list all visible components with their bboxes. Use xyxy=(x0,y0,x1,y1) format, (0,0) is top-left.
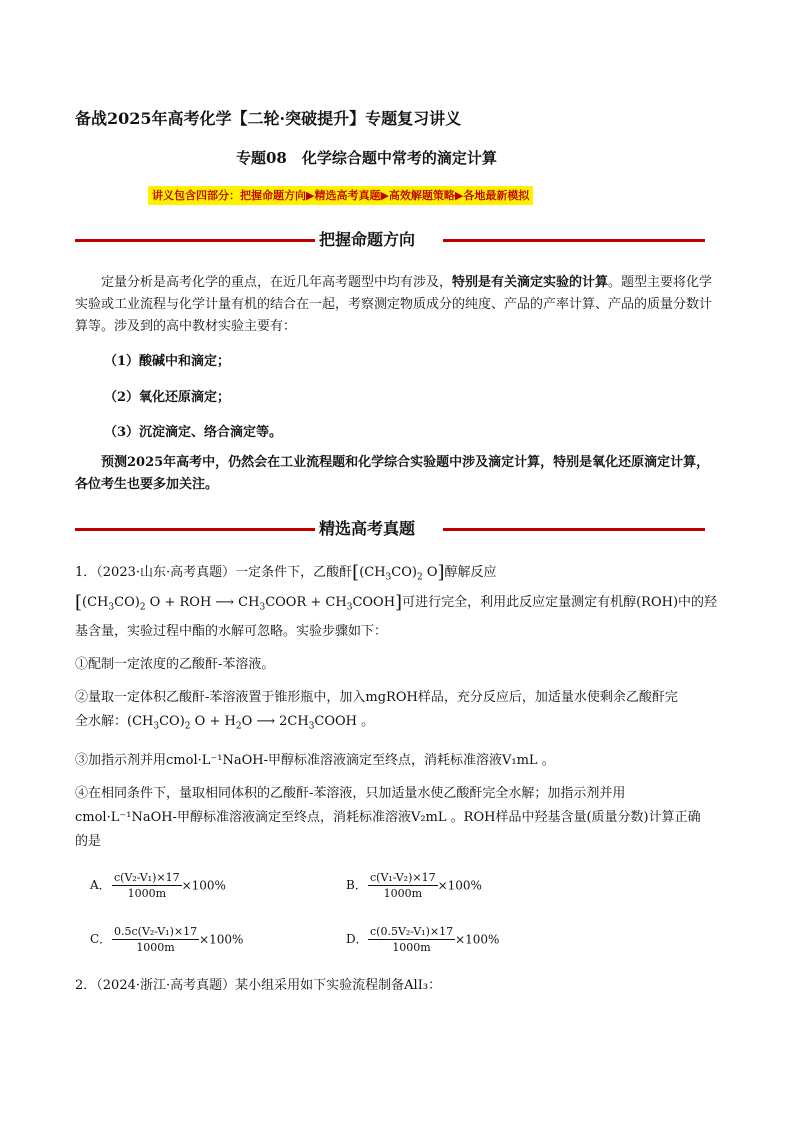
step-text: 全水解： xyxy=(75,714,128,729)
option-tail: ×100% xyxy=(181,878,226,893)
formula-roh: (ROH) xyxy=(636,595,679,610)
list-item: （1）酸碱中和滴定； xyxy=(104,354,231,369)
option-a[interactable] xyxy=(90,870,226,901)
option-letter: A． xyxy=(90,878,111,892)
step-text: ②量取一定体积乙酸酐-苯溶液置于锥形瓶中，加入 xyxy=(75,690,366,705)
fraction-numerator: 0.5c(V₂-V₁)×17 xyxy=(114,925,198,938)
step-4-line-1: ④在相同条件下，量取相同体积的乙酸酐-苯溶液，只加适量水使乙酸酐完全水解；加指示剂并用 xyxy=(75,786,626,801)
list-item: （3）沉淀滴定、络合滴定等。 xyxy=(104,425,283,440)
question-1-line-1 xyxy=(75,563,497,588)
formula-ali3: AlI₃ xyxy=(404,978,429,993)
step-text: 样品，充分反应后，加适量水使剩余乙酸酐完 xyxy=(417,690,678,705)
option-fraction xyxy=(112,870,182,901)
question-number: 1． xyxy=(75,565,97,580)
step-text: ③加指示剂并用 xyxy=(75,753,167,768)
section-title: 把握命题方向 xyxy=(319,230,416,249)
question-text: 某小组采用如下实验流程制备 xyxy=(235,978,405,993)
option-tail: ×100% xyxy=(199,932,244,947)
intro-text-c: 。题型主要将化学实验或工业流程与化学计量有机的结合在一起，考察测定物质成分的纯度、产品的产率计算、产品的质量分数计算等。涉及到的高中教材实验主要有： xyxy=(75,275,713,334)
question-text: 中的羟 xyxy=(678,595,718,610)
section-rule-left xyxy=(75,239,315,242)
option-b[interactable] xyxy=(346,870,482,901)
section-title: 精选高考真题 xyxy=(319,519,416,538)
section-header-direction xyxy=(75,229,705,251)
outline-banner: 讲义包含四部分：把握命题方向▶精选高考真题▶高效解题策略▶各地最新模拟 xyxy=(148,186,533,205)
option-fraction xyxy=(112,924,199,955)
step-text: NaOH-甲醇标准溶液滴定至终点，消耗标准溶液 xyxy=(131,810,411,825)
option-tail: ×100% xyxy=(455,932,500,947)
fraction-numerator: c(V₂-V₁)×17 xyxy=(114,871,180,884)
step-3: ③加指示剂并用cmol·L⁻¹NaOH-甲醇标准溶液滴定至终点，消耗标准溶液V₁mL 。 xyxy=(75,753,555,768)
option-letter: C． xyxy=(90,932,112,946)
intro-text-a: 定量分析是高考化学的重点，在近几年高考题型中均有涉及， xyxy=(101,275,453,290)
formula-hydrolysis: $(CH_3CO)_2$ $O + H_2O$ ⟶ $2CH_3COOH$ 。 xyxy=(127,714,375,732)
step-4-line-3: 的是 xyxy=(75,834,102,849)
section-header-real-exams xyxy=(75,518,705,540)
list-item: （2）氧化还原滴定； xyxy=(104,390,231,405)
fraction-denominator: 1000m xyxy=(136,941,175,954)
question-text-end: ： xyxy=(428,978,442,993)
question-source: （2023·山东·高考真题） xyxy=(96,565,236,580)
step-2-line-2 xyxy=(75,712,374,737)
intro-text-emphasis: 特别是有关滴定实验的计算 xyxy=(452,275,609,290)
question-source: （2024·浙江·高考真题） xyxy=(96,978,236,993)
question-text: 可进行完全，利用此反应定量测定有机醇 xyxy=(402,595,637,610)
forecast-paragraph: 预测2025年高考中，仍然会在工业流程题和化学综合实验题中涉及滴定计算，特别是氧化还原滴定计算，各位考生也要多加关注。 xyxy=(75,455,710,492)
volume-v1: V₁mL xyxy=(501,753,538,768)
concentration: cmol·L⁻¹ xyxy=(75,810,132,825)
step-1: ①配制一定浓度的乙酸酐-苯溶液。 xyxy=(75,657,275,672)
step-4-line-2: cmol·L⁻¹NaOH-甲醇标准溶液滴定至终点，消耗标准溶液V₂mL 。ROH样品中羟基含量(质量分数)计算正确 xyxy=(75,810,701,825)
question-2 xyxy=(75,976,441,996)
option-fraction xyxy=(368,870,438,901)
document-title: 备战2025年高考化学【二轮·突破提升】专题复习讲义 xyxy=(75,109,462,128)
option-c[interactable] xyxy=(90,924,243,955)
step-text: NaOH-甲醇标准溶液滴定至终点，消耗标准溶液 xyxy=(222,753,502,768)
fraction-numerator: c(0.5V₂-V₁)×17 xyxy=(370,925,454,938)
option-letter: B． xyxy=(346,878,367,892)
question-text: 一定条件下，乙酸酐 xyxy=(235,565,353,580)
section-rule-right xyxy=(443,239,705,242)
question-1-line-2 xyxy=(75,593,717,618)
step-2-line-1 xyxy=(75,688,678,708)
volume-v2: V₂mL xyxy=(410,810,447,825)
fraction-denominator: 1000m xyxy=(383,887,423,900)
fraction-numerator: c(V₁-V₂)×17 xyxy=(370,871,436,884)
fraction-denominator: 1000m xyxy=(392,941,431,954)
formula-alcoholysis-reaction: [$(CH_3CO)_2$ O + ROH ⟶ $CH_3COOR$ + $CH_3COOH$] xyxy=(75,592,403,613)
intro-paragraph xyxy=(75,272,721,338)
step-text: ROH样品中羟基含量(质量分数)计算正确 xyxy=(463,810,701,825)
option-d[interactable] xyxy=(346,924,499,955)
option-tail: ×100% xyxy=(437,878,482,893)
option-letter: D． xyxy=(346,932,368,946)
fraction-denominator: 1000m xyxy=(127,887,167,900)
topic-subtitle: 专题08 化学综合题中常考的滴定计算 xyxy=(236,149,497,167)
formula-acetic-anhydride: [$(CH_3CO)_2$ O] xyxy=(352,562,445,583)
question-text: 醇解反应 xyxy=(444,565,497,580)
question-number: 2． xyxy=(75,978,97,993)
sample-mass: mgROH xyxy=(365,690,418,705)
question-1-line-3: 基含量，实验过程中酯的水解可忽略。实验步骤如下： xyxy=(75,624,388,639)
section-rule-left xyxy=(75,528,315,531)
concentration: cmol·L⁻¹ xyxy=(166,753,223,768)
section-rule-right xyxy=(443,528,705,531)
option-fraction xyxy=(368,924,455,955)
